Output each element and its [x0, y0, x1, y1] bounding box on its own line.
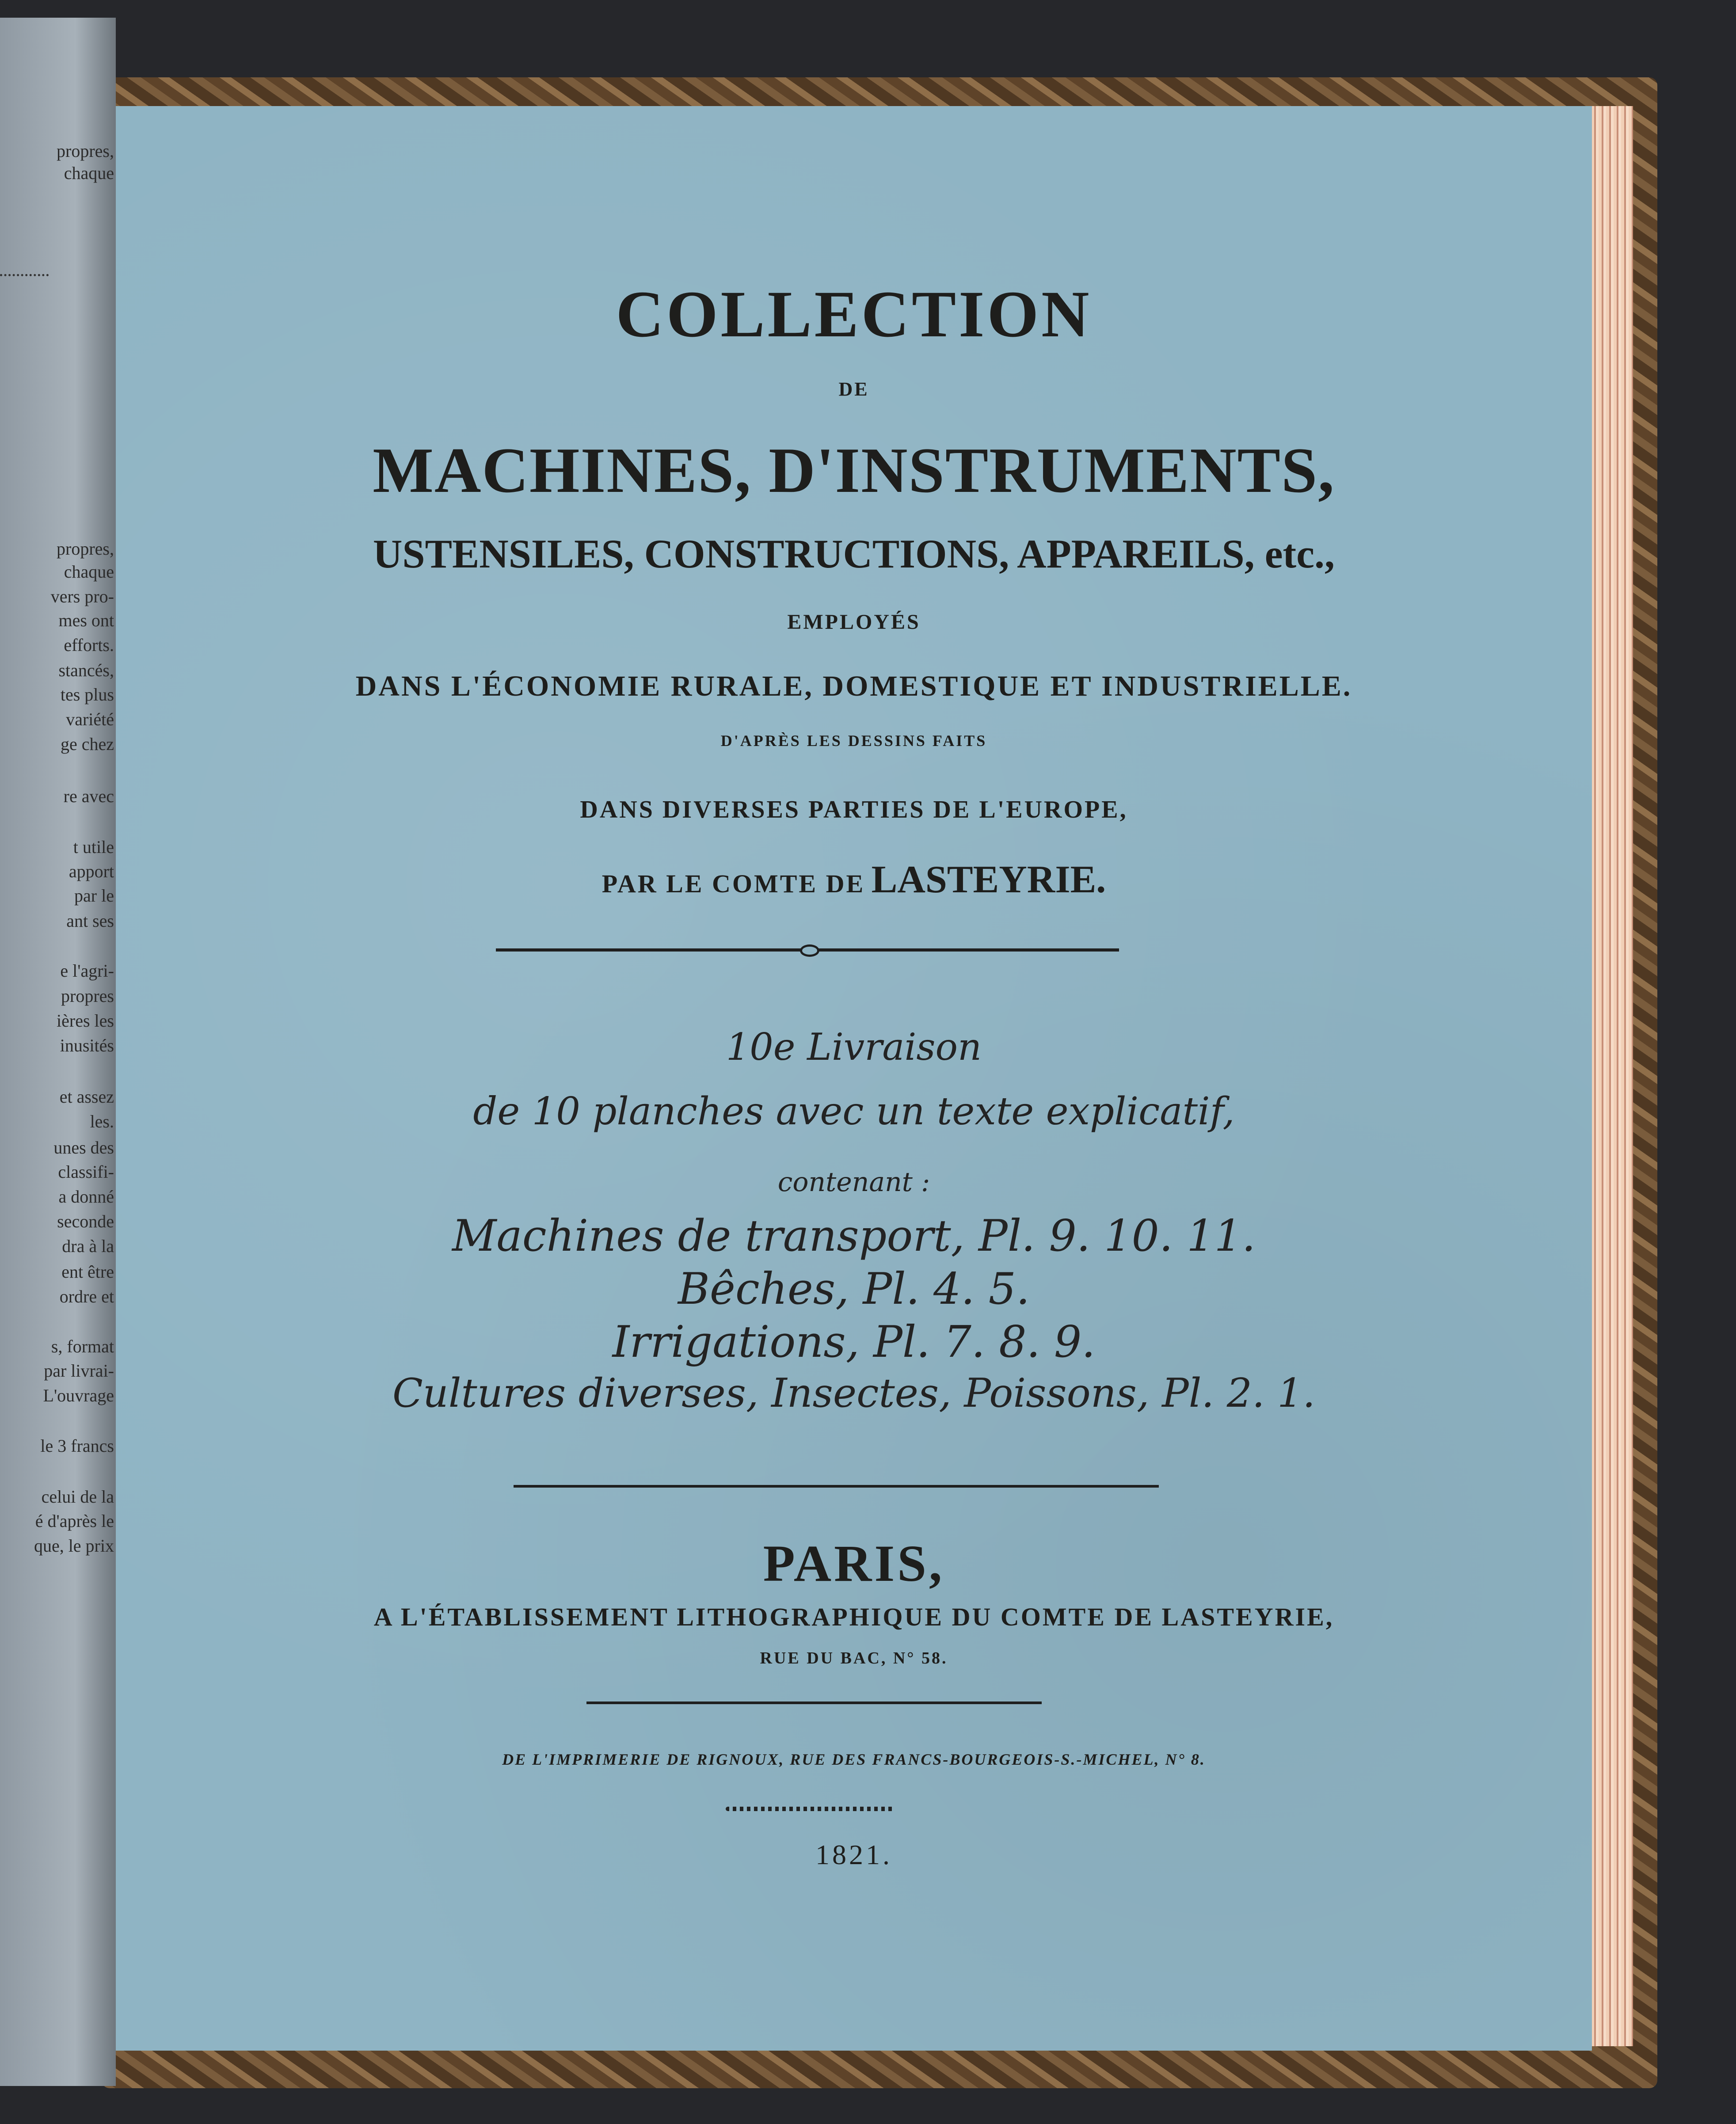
author-prefix: PAR LE COMTE DE: [602, 869, 865, 898]
left-page-line: par le: [74, 886, 114, 906]
handwritten-cultures: Cultures diverses, Insectes, Poissons, Pl. 2. 1.: [392, 1370, 1316, 1416]
title-page: [116, 106, 1592, 2051]
ornamental-rule-2: [514, 1485, 1159, 1488]
title-machines: MACHINES, D'INSTRUMENTS,: [373, 434, 1335, 506]
handwritten-planches: de 10 planches avec un texte explicatif,: [473, 1089, 1235, 1134]
left-page-line: le 3 francs: [40, 1436, 114, 1456]
left-page-line: celui de la: [41, 1487, 114, 1507]
left-page-line: classifi-: [58, 1162, 114, 1182]
left-page-line: les.: [90, 1111, 114, 1131]
handwritten-beches: Bêches, Pl. 4. 5.: [678, 1264, 1030, 1314]
subtitle-parties: DANS DIVERSES PARTIES DE L'EUROPE,: [580, 796, 1128, 823]
left-page-line: chaque: [64, 562, 114, 582]
left-page-line: et assez: [59, 1087, 114, 1107]
left-page-line: ordre et: [59, 1287, 114, 1306]
left-page-line: s, format: [51, 1336, 114, 1356]
ornamental-rule-1-center: [800, 944, 819, 957]
left-page-line: seconde: [57, 1211, 114, 1231]
imprint-etablissement: A L'ÉTABLISSEMENT LITHOGRAPHIQUE DU COMTE DE LASTEYRIE,: [373, 1603, 1334, 1631]
left-page-line: unes des: [53, 1138, 114, 1157]
left-page-line: efforts.: [64, 635, 114, 655]
subtitle-apres: D'APRÈS LES DESSINS FAITS: [720, 732, 987, 750]
handwritten-irrigations: Irrigations, Pl. 7. 8. 9.: [612, 1317, 1096, 1367]
handwritten-machines: Machines de transport, Pl. 9. 10. 11.: [452, 1211, 1256, 1261]
left-page-line: chaque: [64, 163, 114, 183]
imprint-city: PARIS,: [763, 1534, 945, 1592]
left-page-line: stancés,: [58, 660, 114, 680]
left-facing-page: [0, 18, 116, 2086]
left-page-line: dra à la: [62, 1236, 114, 1256]
printer-line: DE L'IMPRIMERIE DE RIGNOUX, RUE DES FRANCS-BOURGEOIS-S.-MICHEL, N° 8.: [502, 1751, 1206, 1768]
left-page-line: é d'après le: [35, 1511, 114, 1531]
ornamental-rule-4: [726, 1807, 894, 1811]
left-page-line: propres: [61, 986, 114, 1006]
title-collection: COLLECTION: [616, 278, 1092, 351]
left-page-line: tes plus: [60, 685, 114, 704]
publication-year: 1821.: [815, 1839, 892, 1870]
left-page-line: e l'agri-: [60, 961, 114, 981]
left-page-line: par livrai-: [44, 1361, 114, 1381]
left-page-line: vers pro-: [50, 586, 114, 606]
left-page-line: t utile: [73, 837, 114, 857]
left-page-line: ge chez: [60, 734, 114, 754]
left-page-line: inusités: [60, 1035, 114, 1055]
subtitle-employes: EMPLOYÉS: [787, 610, 921, 634]
left-page-line: ent être: [61, 1262, 114, 1282]
left-page-line: L'ouvrage: [43, 1386, 114, 1405]
author-line: [116, 857, 1592, 902]
left-page-line: propres,: [57, 141, 114, 161]
ornamental-rule-3: [586, 1701, 1042, 1704]
left-page-line: re avec: [63, 786, 114, 806]
left-page-line: propres,: [57, 539, 114, 559]
left-page-line: a donné: [58, 1187, 114, 1207]
author-name: LASTEYRIE.: [871, 858, 1106, 901]
left-page-rule: [0, 274, 49, 276]
title-ustensiles: USTENSILES, CONSTRUCTIONS, APPAREILS, etc.,: [373, 531, 1335, 576]
left-page-line: variété: [66, 709, 114, 729]
handwritten-livraison: 10e Livraison: [726, 1025, 982, 1069]
page-edges: [1591, 106, 1633, 2046]
title-de: DE: [838, 378, 869, 400]
left-page-line: ant ses: [66, 911, 114, 931]
left-page-line: mes ont: [58, 610, 114, 630]
left-page-line: ières les: [57, 1011, 114, 1031]
left-page-line: apport: [69, 861, 114, 881]
subtitle-economie: DANS L'ÉCONOMIE RURALE, DOMESTIQUE ET INDUSTRIELLE.: [355, 670, 1352, 702]
imprint-address: RUE DU BAC, N° 58.: [760, 1649, 948, 1667]
handwritten-contenant: contenant :: [777, 1167, 930, 1198]
left-page-line: que, le prix: [34, 1536, 114, 1556]
